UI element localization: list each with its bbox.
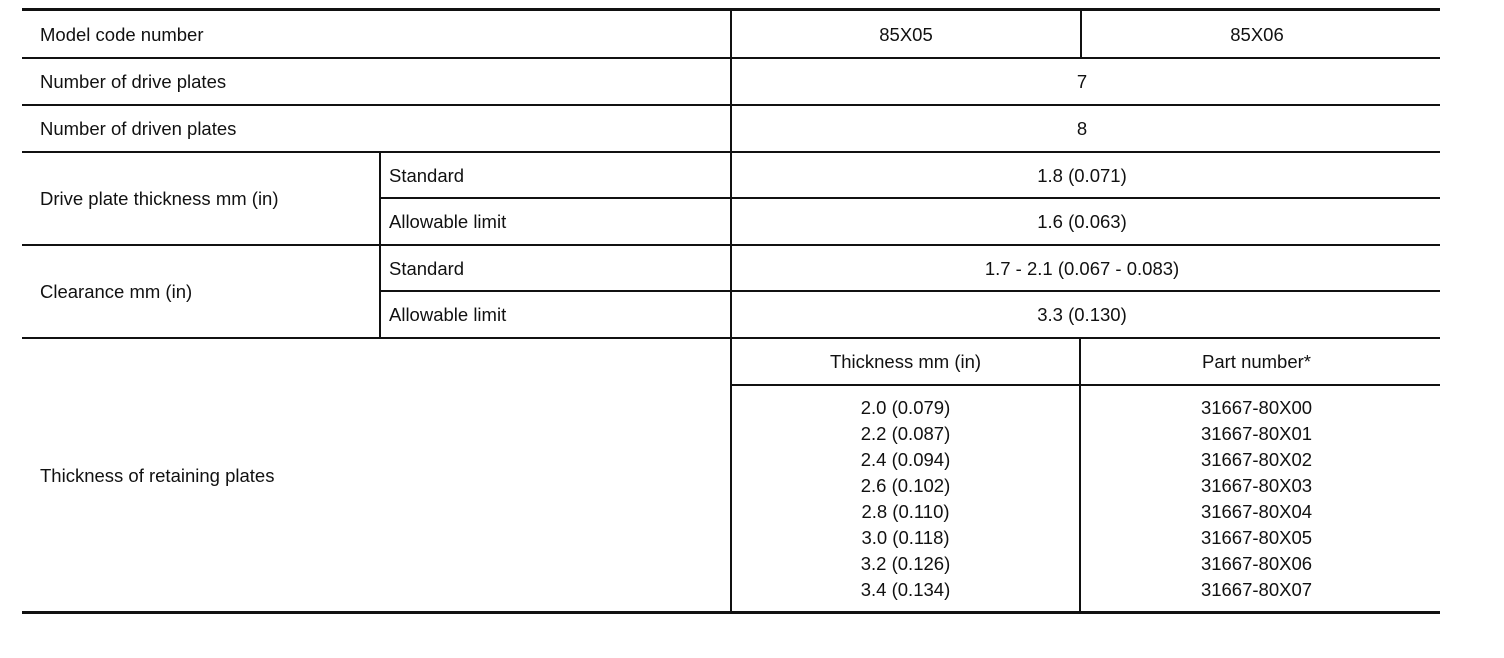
drive-plate-thickness-label: Drive plate thickness mm (in): [40, 188, 279, 209]
specifications-table: [22, 8, 1440, 616]
drive-plates-label: Number of drive plates: [40, 71, 227, 92]
sub-header-divider: [730, 384, 1440, 386]
column-divider: [379, 151, 381, 339]
part-number-value: 31667-80X05: [1200, 527, 1313, 548]
thickness-value: 3.4 (0.134): [860, 579, 951, 600]
part-number-value: 31667-80X04: [1200, 501, 1313, 522]
part-number-value: 31667-80X07: [1200, 579, 1313, 600]
model-85x05: 85X05: [879, 24, 933, 45]
driven-plates-label: Number of driven plates: [40, 118, 237, 139]
drive-plate-standard-label: Standard: [389, 165, 465, 186]
part-number-value: 31667-80X06: [1200, 553, 1313, 574]
sub-row-divider: [380, 290, 1440, 292]
part-number-value: 31667-80X01: [1200, 423, 1313, 444]
clearance-limit-label: Allowable limit: [389, 304, 507, 325]
part-number-value: 31667-80X00: [1200, 397, 1313, 418]
clearance-standard-value: 1.7 - 2.1 (0.067 - 0.083): [984, 258, 1180, 279]
drive-plate-limit-value: 1.6 (0.063): [1037, 211, 1127, 232]
drive-plate-limit-label: Allowable limit: [389, 211, 507, 232]
thickness-value: 2.6 (0.102): [860, 475, 951, 496]
thickness-value: 3.0 (0.118): [861, 527, 950, 548]
thickness-value: 2.4 (0.094): [860, 449, 951, 470]
clearance-standard-label: Standard: [389, 258, 465, 279]
model-code-label: Model code number: [40, 24, 204, 45]
thickness-value: 2.2 (0.087): [860, 423, 951, 444]
clearance-limit-value: 3.3 (0.130): [1037, 304, 1127, 325]
part-number-value: 31667-80X03: [1200, 475, 1313, 496]
clearance-label: Clearance mm (in): [40, 281, 193, 302]
thickness-value: 3.2 (0.126): [860, 553, 951, 574]
retaining-plates-label: Thickness of retaining plates: [40, 465, 275, 486]
thickness-list: [732, 395, 1079, 603]
sub-row-divider: [380, 197, 1440, 199]
model-85x06: 85X06: [1230, 24, 1284, 45]
part-number-list: [1081, 395, 1432, 603]
thickness-column-header: Thickness mm (in): [829, 351, 982, 372]
thickness-value: 2.0 (0.079): [860, 397, 951, 418]
part-number-column-header: Part number*: [1202, 351, 1311, 372]
drive-plate-standard-value: 1.8 (0.071): [1037, 165, 1127, 186]
thickness-value: 2.8 (0.110): [861, 501, 950, 522]
drive-plates-value: 7: [1076, 71, 1088, 92]
driven-plates-value: 8: [1076, 118, 1088, 139]
part-number-value: 31667-80X02: [1200, 449, 1313, 470]
